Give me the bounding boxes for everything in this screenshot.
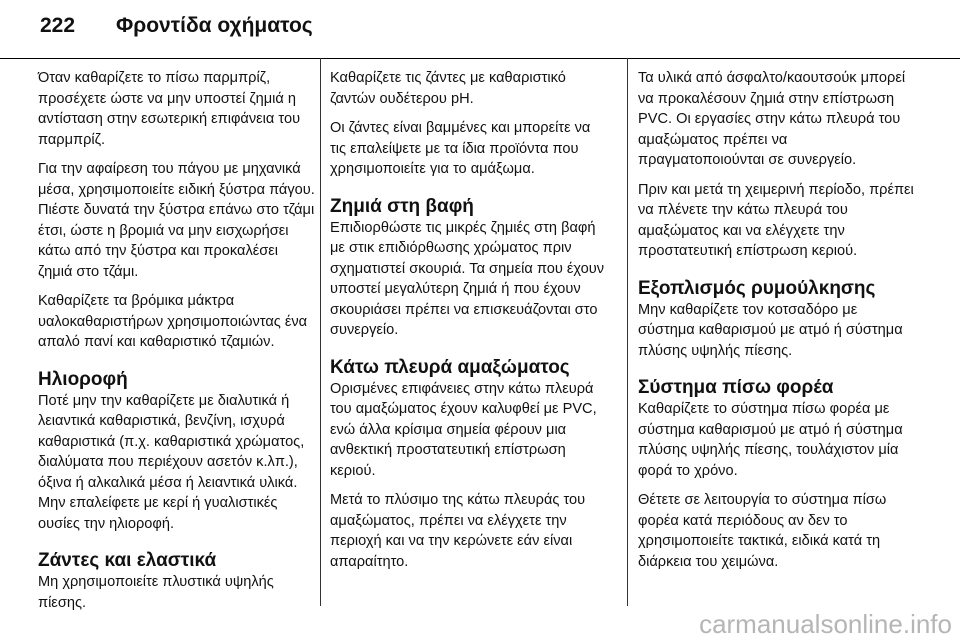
- section-heading-rear-carrier: Σύστημα πίσω φορέα: [638, 377, 834, 398]
- paragraph: Μη χρησιμοποιείτε πλυστικά υψηλής πίεσης.: [38, 574, 274, 611]
- paragraph: Οι ζάντες είναι βαμμένες και μπορείτε να τις επαλείψετε με τα ίδια προϊόντα που χρησιμοποιείτε για το αμάξωμα.: [330, 120, 591, 177]
- section-heading-paint-damage: Ζημιά στη βαφή: [330, 195, 474, 217]
- paragraph: Τα υλικά από άσφαλτο/καουτσούκ μπορεί να προκαλέσουν ζημιά στην επίστρωση PVC. Οι εργασίες στην κάτω πλευρά του αμαξώματος πρέπει να πραγματοποιούνται σε συνεργείο.: [638, 70, 906, 168]
- paragraph: Μετά το πλύσιμο της κάτω πλευράς του αμαξώματος, πρέπει να ελέγχετε την περιοχή και να την κερώνετε εάν είναι απαραίτητο.: [330, 492, 586, 570]
- watermark: carmanualsonline.info: [699, 609, 952, 639]
- column-2: [330, 68, 608, 581]
- paragraph: Μην καθαρίζετε τον κοτσαδόρο με σύστημα καθαρισμού με ατμό ή σύστημα πλύσης υψηλής πίεσης.: [638, 301, 903, 359]
- paragraph: Ποτέ μην την καθαρίζετε με διαλυτικά ή λειαντικά καθαριστικά, βενζίνη, ισχυρά καθαριστικά (π.χ. καθαριστικά χρώματος, διαλύματα που περιέχουν ασετόν κ.λπ.), όξινα ή αλκαλικά μέσα ή λειαντικά υλικά. Μην επαλείφετε με κερί ή γυαλιστικές ουσίες την ηλιοροφή.: [38, 392, 305, 532]
- column-divider: [320, 58, 321, 606]
- section-heading-towing-equipment: Εξοπλισμός ρυμούλκησης: [638, 277, 876, 299]
- section-heading-underbody: Κάτω πλευρά αμαξώματος: [330, 356, 570, 378]
- paragraph: Καθαρίζετε τα βρόμικα μάκτρα υαλοκαθαριστήρων χρησιμοποιώντας ένα απαλό πανί και καθαριστικό τζαμιών.: [38, 293, 308, 350]
- paragraph: Για την αφαίρεση του πάγου με μηχανικά μέσα, χρησιμοποιείτε ειδική ξύστρα πάγου. Πιέστε δυνατά την ξύστρα επάνω στο τζάμι έτσι, ώστε η βρομιά να μην εισχωρήσει κάτω από την ξύστρα και προκαλέσει ζημιά στο τζάμι.: [38, 161, 315, 280]
- paragraph: Όταν καθαρίζετε το πίσω παρμπρίζ, προσέχετε ώστε να μην υποστεί ζημιά η αντίσταση στην εσωτερική επιφάνεια του παρμπρίζ.: [38, 70, 301, 148]
- paragraph: Επιδιορθώστε τις μικρές ζημιές στη βαφή με στικ επιδιόρθωσης χρώματος πριν σχηματιστεί σκουριά. Τα σημεία που έχουν υποστεί μεγαλύτερη ζημιά ή που έχουν σκουριάσει πρέπει να επισκευάζονται στο συνεργείο.: [330, 219, 605, 338]
- column-1: [38, 68, 316, 622]
- column-3: [638, 68, 916, 581]
- paragraph: Θέτετε σε λειτουργία το σύστημα πίσω φορέα κατά περιόδους αν δεν το χρησιμοποιείτε τακτικά, ειδικά κατά τη διάρκεια του χειμώνα.: [638, 492, 887, 570]
- paragraph: Ορισμένες επιφάνειες στην κάτω πλευρά του αμαξώματος έχουν καλυφθεί με PVC, ενώ άλλα κρίσιμα σημεία φέρουν μια ανθεκτική προστατευτική επίστρωση κεριού.: [330, 380, 597, 479]
- paragraph: Καθαρίζετε τις ζάντες με καθαριστικό ζαντών ουδέτερου pH.: [330, 70, 566, 107]
- page-header: [0, 0, 960, 59]
- page-title: Φροντίδα οχήματος: [116, 14, 313, 37]
- page-number: 222: [40, 14, 76, 37]
- paragraph: Καθαρίζετε το σύστημα πίσω φορέα με σύστημα καθαρισμού με ατμό ή σύστημα πλύσης υψηλής πίεσης, τουλάχιστον μία φορά το χρόνο.: [638, 401, 903, 479]
- paragraph: Πριν και μετά τη χειμερινή περίοδο, πρέπει να πλένετε την κάτω πλευρά του αμαξώματος και να ελέγχετε την προστατευτική επίστρωση κεριού.: [638, 181, 914, 259]
- section-heading-wheels: Ζάντες και ελαστικά: [38, 550, 217, 571]
- column-divider: [627, 58, 628, 606]
- section-heading-sunroof: Ηλιοροφή: [38, 368, 128, 390]
